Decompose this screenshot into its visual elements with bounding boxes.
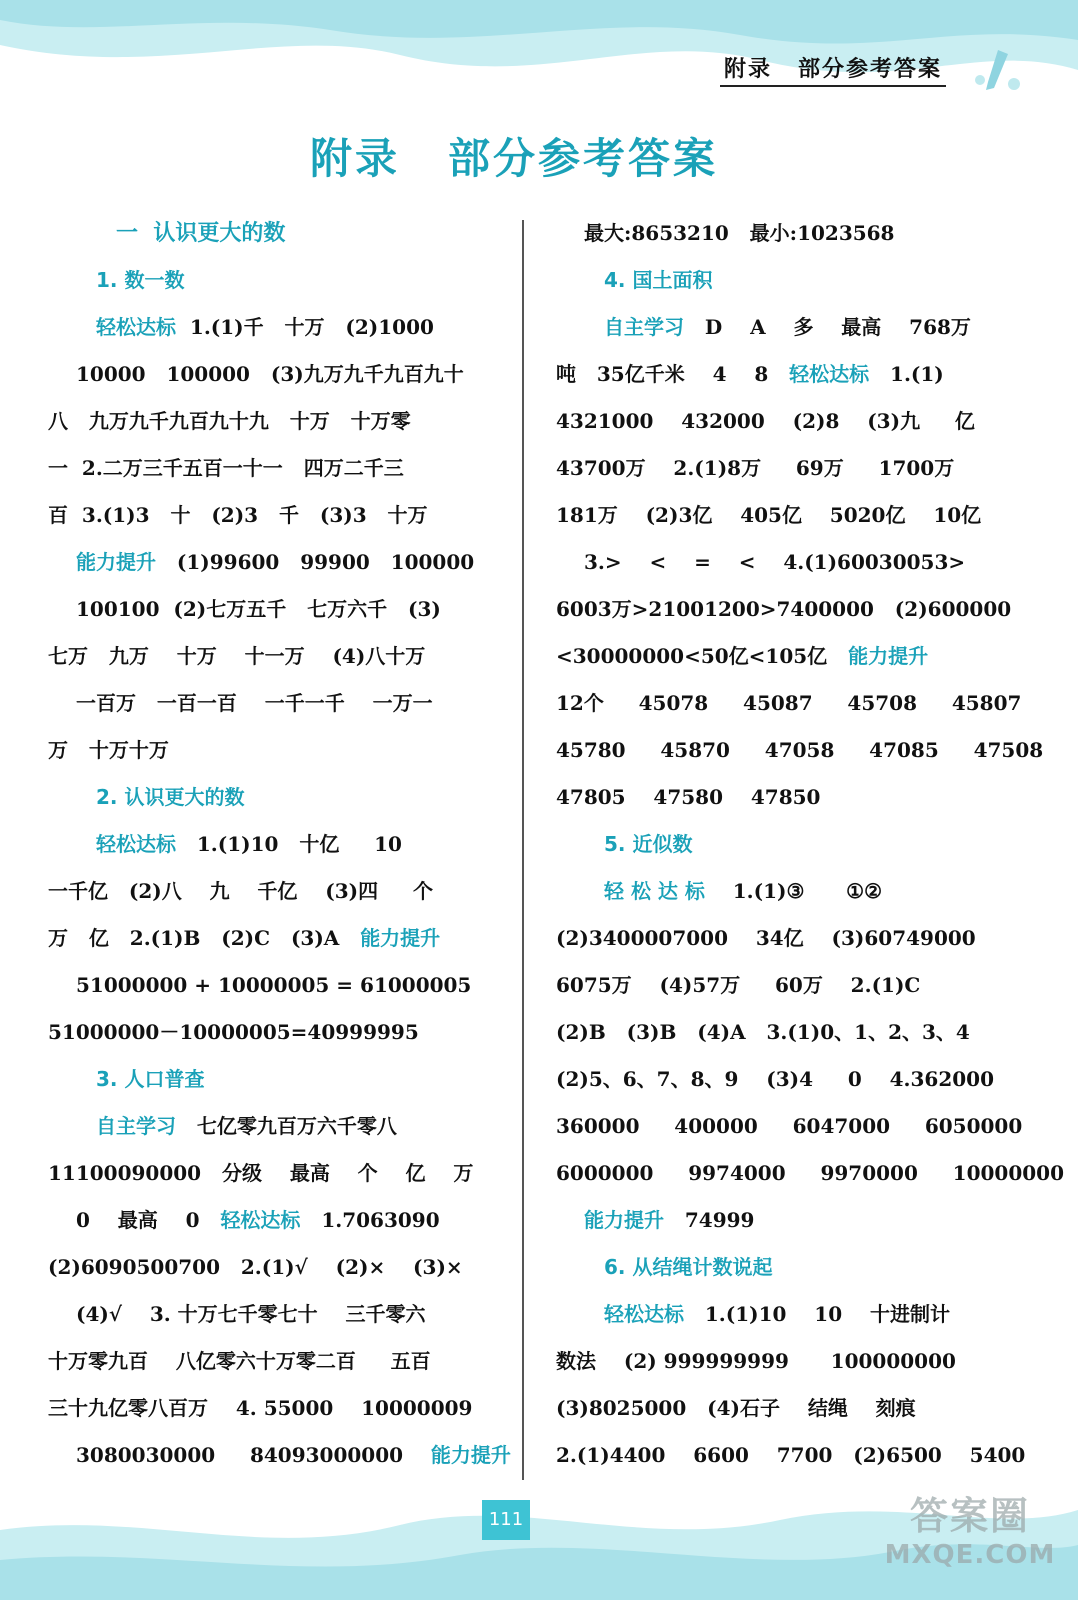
answer-text: 万 亿 2.(1)B (2)C (3)A xyxy=(48,926,361,950)
answer-line xyxy=(556,868,986,915)
keyword-label: 能力提升 xyxy=(848,644,929,668)
watermark-logo-text: 答案圈 xyxy=(909,1494,1030,1538)
answer-line xyxy=(556,633,986,680)
keyword-label: 自主学习 xyxy=(96,1114,176,1138)
answer-line: 八 九万九千九百九十九 十万 十万零 xyxy=(48,409,411,433)
answer-line xyxy=(48,1197,473,1244)
answer-text: 1.(1)10 十亿 10 xyxy=(176,832,402,856)
answer-text: 七亿零九百万六千零八 xyxy=(176,1114,397,1138)
answer-line: (2)5、6、7、8、9 (3)4 0 4.362000 xyxy=(556,1067,994,1091)
answer-line xyxy=(556,1291,986,1338)
keyword-label: 轻松达标 xyxy=(96,315,176,339)
keyword-label: 自主学习 xyxy=(604,315,684,339)
answer-line: 万 十万十万 xyxy=(48,738,169,762)
answer-line xyxy=(48,821,473,868)
header-label-appendix: 附录 xyxy=(724,56,773,82)
answer-text: 1.(1)10 10 十进制计 xyxy=(684,1302,950,1326)
section-heading: 3. 人口普查 xyxy=(96,1067,205,1091)
answer-line: 47805 47580 47850 xyxy=(556,785,821,809)
answer-text: <30000000<50亿<105亿 xyxy=(556,644,849,668)
title-answers: 部分参考答案 xyxy=(448,134,719,183)
answer-line: (3)8025000 (4)石子 结绳 刻痕 xyxy=(556,1396,916,1420)
answer-line: 45780 45870 47058 47085 47508 xyxy=(556,738,1044,762)
answer-line xyxy=(556,351,986,398)
answer-line: 最大:8653210 最小:1023568 xyxy=(584,221,895,245)
answer-text: 吨 35亿千米 4 8 xyxy=(556,362,790,386)
section-heading: 2. 认识更大的数 xyxy=(96,785,245,809)
section-heading: 4. 国土面积 xyxy=(604,268,713,292)
watermark xyxy=(870,1485,1070,1570)
watermark-url: MXQE.COM xyxy=(884,1540,1056,1570)
answer-line: (2)B (3)B (4)A 3.(1)0、1、2、3、4 xyxy=(556,1020,970,1044)
answer-line xyxy=(48,304,473,351)
keyword-label: 能力提升 xyxy=(584,1208,664,1232)
title-appendix: 附录 xyxy=(310,134,401,183)
answer-line: (2)6090500700 2.(1)√ (2)× (3)× xyxy=(48,1255,463,1279)
answer-line: 三十九亿零八百万 4. 55000 10000009 xyxy=(48,1396,473,1420)
answer-line: 51000000－10000005=40999995 xyxy=(48,1020,419,1044)
answer-line: 12个 45078 45087 45708 45807 xyxy=(556,691,1022,715)
page-number: 111 xyxy=(482,1500,530,1540)
answer-text: 3080030000 84093000000 xyxy=(76,1443,431,1467)
answer-line xyxy=(48,539,473,586)
answer-line: 181万 (2)3亿 405亿 5020亿 10亿 xyxy=(556,503,982,527)
answer-line xyxy=(556,304,986,351)
answer-text: 74999 xyxy=(664,1208,755,1232)
section-heading: 6. 从结绳计数说起 xyxy=(604,1255,773,1279)
keyword-label: 能力提升 xyxy=(360,926,441,950)
answer-line: 百 3.(1)3 十 (2)3 千 (3)3 十万 xyxy=(48,503,428,527)
answer-text: D A 多 最高 768万 xyxy=(684,315,971,339)
chapter-heading: 一 认识更大的数 xyxy=(116,221,286,246)
answer-line: 一 2.二万三千五百一十一 四万二千三 xyxy=(48,456,404,480)
answer-line: (2)3400007000 34亿 (3)60749000 xyxy=(556,926,976,950)
answer-line: 一千亿 (2)八 九 千亿 (3)四 个 xyxy=(48,879,433,903)
answer-line: 100100 (2)七万五千 七万六千 (3) xyxy=(76,597,441,621)
answer-text: 1.(1) xyxy=(869,362,944,386)
page-title xyxy=(310,126,718,186)
answer-line xyxy=(556,1197,986,1244)
left-column xyxy=(48,210,511,1479)
keyword-label: 能力提升 xyxy=(430,1443,511,1467)
answer-text: 1.(1)千 十万 (2)1000 xyxy=(176,315,434,339)
answer-line: 43700万 2.(1)8万 69万 1700万 xyxy=(556,456,955,480)
keyword-label: 能力提升 xyxy=(76,550,156,574)
answer-line: 6075万 (4)57万 60万 2.(1)C xyxy=(556,973,921,997)
answer-text: (1)99600 99900 100000 xyxy=(156,550,475,574)
answer-line: 十万零九百 八亿零六十万零二百 五百 xyxy=(48,1349,431,1373)
keyword-label: 轻松达标 xyxy=(604,1302,684,1326)
keyword-label: 轻松达标 xyxy=(96,832,176,856)
answer-line: 10000 100000 (3)九万九千九百九十 xyxy=(76,362,464,386)
answer-line: 6003万>21001200>7400000 (2)600000 xyxy=(556,597,1012,621)
answer-line: 11100090000 分级 最高 个 亿 万 xyxy=(48,1161,474,1185)
answer-line: 4321000 432000 (2)8 (3)九 亿 xyxy=(556,409,975,433)
answer-line: 一百万 一百一百 一千一千 一万一 xyxy=(76,691,433,715)
section-heading: 1. 数一数 xyxy=(96,268,185,292)
pencil-icon xyxy=(968,40,1028,100)
answer-line xyxy=(48,1103,473,1150)
answer-line xyxy=(48,915,473,962)
answer-line: 七万 九万 十万 十一万 (4)八十万 xyxy=(48,644,426,668)
section-heading: 5. 近似数 xyxy=(604,832,693,856)
answer-line: 3.> < = < 4.(1)60030053> xyxy=(584,550,966,574)
column-divider xyxy=(522,220,524,1480)
page-header xyxy=(720,52,946,87)
answer-line: (4)√ 3. 十万七千零七十 三千零六 xyxy=(76,1302,426,1326)
answer-text: 1.(1)③ ①② xyxy=(704,879,883,903)
answer-line: 2.(1)4400 6600 7700 (2)6500 5400 xyxy=(556,1443,1026,1467)
keyword-label: 轻松达标 xyxy=(789,362,870,386)
answer-text: 0 最高 0 xyxy=(76,1208,221,1232)
answer-text: 1.7063090 xyxy=(300,1208,440,1232)
answer-line: 360000 400000 6047000 6050000 xyxy=(556,1114,1023,1138)
keyword-label: 轻松达标 xyxy=(220,1208,301,1232)
right-column xyxy=(556,210,1065,1479)
answer-line: 51000000 + 10000005 = 61000005 xyxy=(76,973,472,997)
answer-line: 6000000 9974000 9970000 10000000 xyxy=(556,1161,1065,1185)
answer-line: 数法 (2) 999999999 100000000 xyxy=(556,1349,956,1373)
header-label-answers: 部分参考答案 xyxy=(798,56,943,82)
keyword-label: 轻 松 达 标 xyxy=(604,879,705,903)
